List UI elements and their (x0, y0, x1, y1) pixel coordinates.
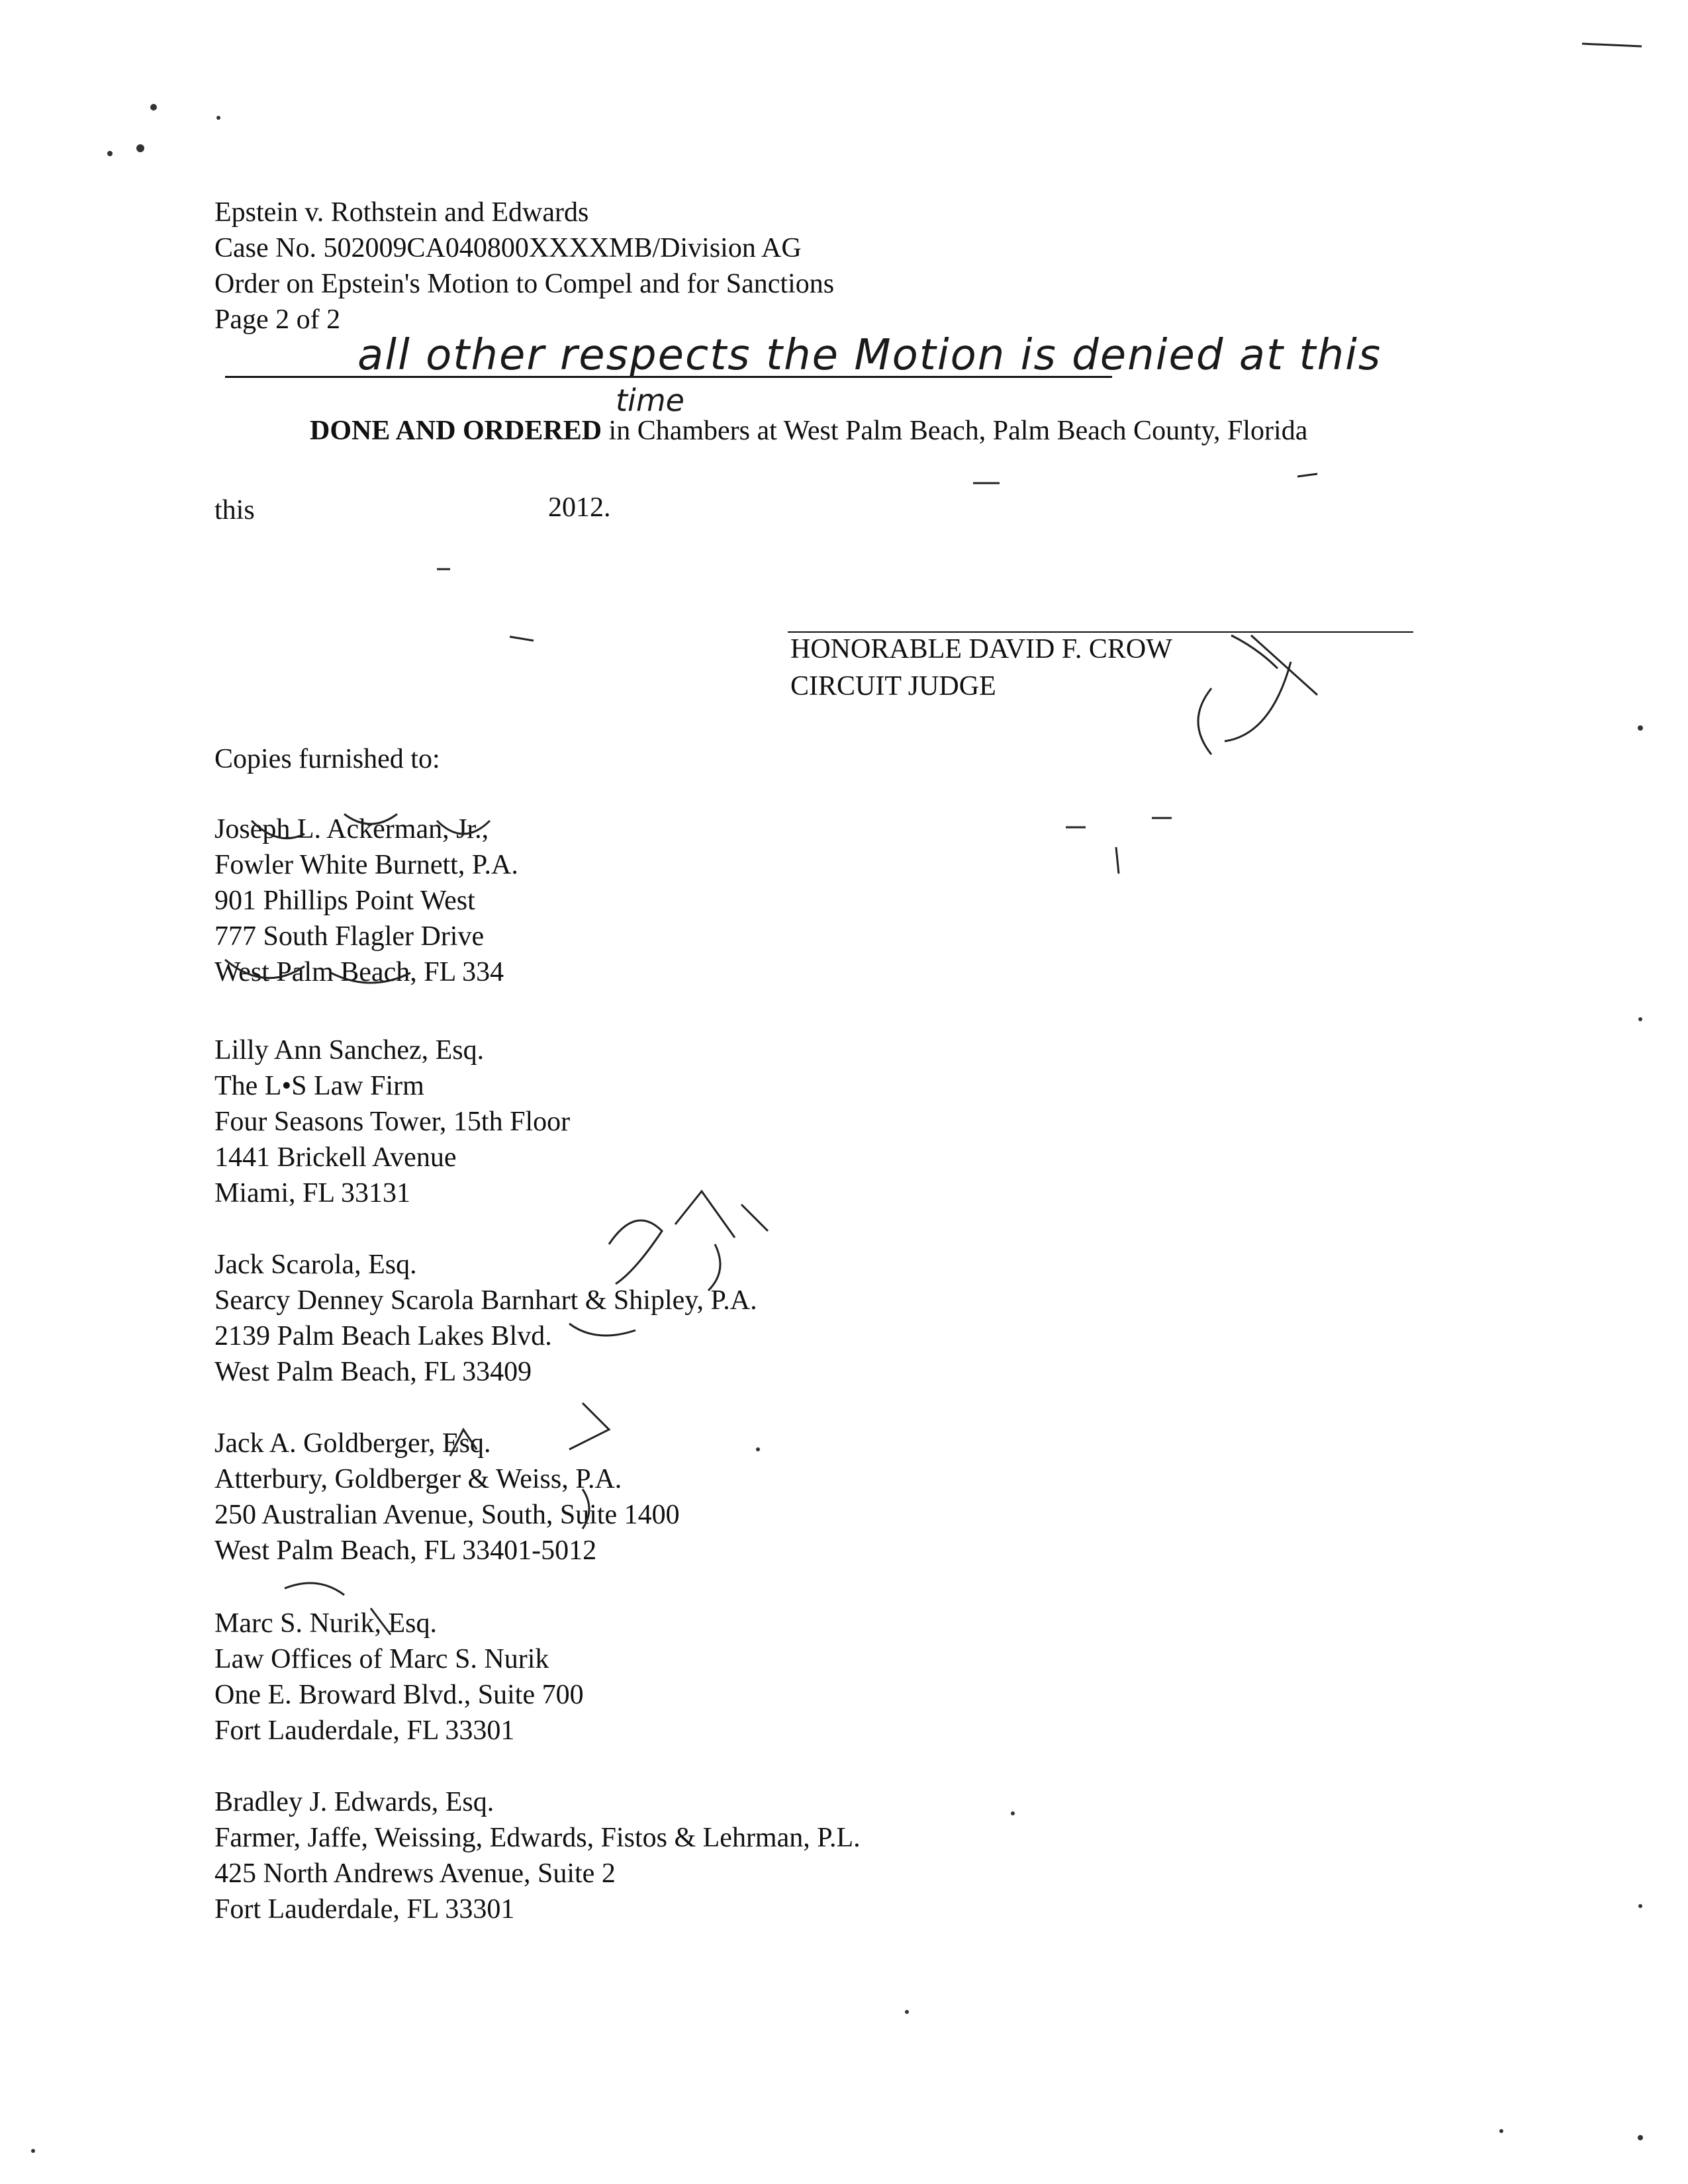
copies-label: Copies furnished to: (214, 744, 440, 774)
recipient-line: Marc S. Nurik, Esq. (214, 1608, 437, 1639)
recipient-line: Atterbury, Goldberger & Weiss, P.A. (214, 1464, 622, 1494)
recipient-nurik (214, 1606, 584, 1749)
recipient-line: Joseph L. Ackerman, Jr., (214, 814, 489, 844)
scan-speck (216, 116, 220, 120)
scan-dash (1582, 44, 1642, 46)
scan-dash (1297, 474, 1317, 477)
scan-speck (1638, 2135, 1643, 2140)
recipient-line: Fort Lauderdale, FL 33301 (214, 1894, 515, 1925)
recipient-line: 250 Australian Avenue, South, Suite 1400 (214, 1500, 680, 1530)
signature-scribble (1198, 635, 1317, 754)
scan-speck (756, 1447, 760, 1451)
recipient-line: Bradley J. Edwards, Esq. (214, 1787, 494, 1817)
scan-speck (31, 2149, 35, 2153)
recipient-line: Searcy Denney Scarola Barnhart & Shipley, P.A. (214, 1285, 757, 1316)
scan-dash (510, 637, 534, 641)
scan-dash (1116, 847, 1119, 874)
done-and-ordered-rest: in Chambers at West Palm Beach, Palm Beach County, Florida (602, 416, 1308, 446)
recipient-line: Jack Scarola, Esq. (214, 1250, 417, 1280)
scan-speck (1638, 725, 1643, 731)
handwritten-note-line2: time (616, 383, 684, 418)
scan-speck (1499, 2129, 1503, 2133)
scan-speck (1011, 1811, 1015, 1815)
case-number: Case No. 502009CA040800XXXXMB/Division AG (214, 233, 802, 263)
handwritten-note-line1: all other respects the Motion is denied at this (357, 331, 1382, 380)
recipient-goldberger (214, 1426, 680, 1569)
judge-name: HONORABLE DAVID F. CROW (790, 634, 1172, 664)
done-and-ordered-label: DONE AND ORDERED (310, 416, 602, 446)
page-number: Page 2 of 2 (214, 304, 341, 335)
recipient-line: One E. Broward Blvd., Suite 700 (214, 1680, 584, 1710)
recipient-line: 2139 Palm Beach Lakes Blvd. (214, 1321, 552, 1351)
recipient-line: 425 North Andrews Avenue, Suite 2 (214, 1858, 616, 1889)
recipient-line: 901 Phillips Point West (214, 886, 475, 916)
recipient-line: Lilly Ann Sanchez, Esq. (214, 1035, 485, 1066)
recipient-line: Jack A. Goldberger, Esq. (214, 1428, 491, 1459)
recipient-line: West Palm Beach, FL 33409 (214, 1357, 532, 1387)
scan-speck (150, 104, 157, 111)
recipient-line: Fort Lauderdale, FL 33301 (214, 1715, 515, 1746)
scan-speck (136, 144, 144, 152)
signature-line (788, 631, 1413, 633)
scan-speck (1638, 1904, 1642, 1908)
recipient-ackerman (214, 811, 518, 990)
recipient-line: The L•S Law Firm (214, 1071, 424, 1101)
recipient-line: West Palm Beach, FL 334 (214, 957, 504, 987)
done-and-ordered (310, 417, 1307, 445)
recipient-line: Four Seasons Tower, 15th Floor (214, 1107, 571, 1137)
recipient-line: 1441 Brickell Avenue (214, 1142, 457, 1173)
recipient-line: Miami, FL 33131 (214, 1178, 410, 1208)
scan-speck (107, 151, 113, 156)
recipient-line: Fowler White Burnett, P.A. (214, 850, 518, 880)
recipient-line: Law Offices of Marc S. Nurik (214, 1644, 549, 1674)
recipient-sanchez (214, 1032, 570, 1211)
recipient-scarola (214, 1247, 757, 1390)
recipient-line: 777 South Flagler Drive (214, 921, 485, 952)
scan-speck (905, 2010, 909, 2014)
recipient-line: Farmer, Jaffe, Weissing, Edwards, Fistos & Lehrman, P.L. (214, 1823, 861, 1853)
recipient-line: West Palm Beach, FL 33401-5012 (214, 1535, 597, 1566)
recipient-edwards (214, 1784, 861, 1927)
order-title: Order on Epstein's Motion to Compel and for Sanctions (214, 269, 835, 299)
judge-title: CIRCUIT JUDGE (790, 671, 996, 702)
case-title: Epstein v. Rothstein and Edwards (214, 197, 589, 228)
date-this: this (214, 495, 255, 525)
scan-speck (1638, 1017, 1642, 1021)
date-year: 2012. (548, 492, 611, 523)
